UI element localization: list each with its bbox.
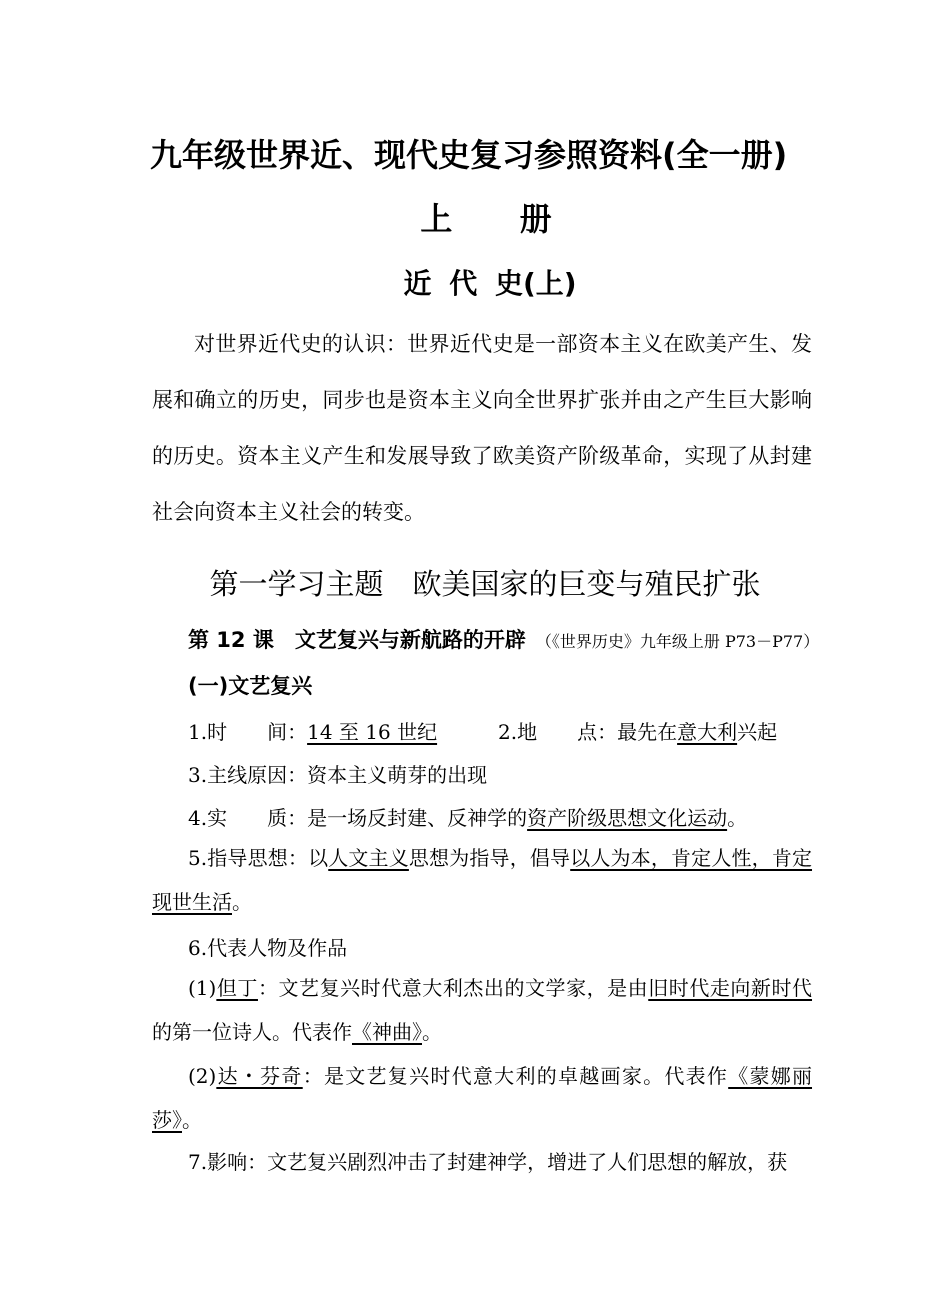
item-impact: 7.影响：文艺复兴剧烈冲击了封建神学，增进了人们思想的解放，获 [188, 1150, 788, 1174]
place-label: 2.地 点：最先在 [498, 720, 678, 744]
davinci-text-1: (2) [188, 1064, 217, 1088]
davinci-text-3: 。 [182, 1108, 202, 1132]
nature-suffix: 。 [727, 806, 748, 830]
volume-heading: 上 册 [420, 200, 580, 238]
davinci-name: 达・芬奇 [216, 1064, 303, 1088]
dante-underline-2: 旧时代走向新时代 [648, 976, 813, 1000]
davinci-text-2: ：是文艺复兴时代意大利的卓越画家。代表作 [302, 1064, 729, 1088]
dante-text-4: 。 [422, 1020, 442, 1044]
dante-name: 但丁 [216, 976, 258, 1000]
intro-paragraph: 对世界近代史的认识：世界近代史是一部资本主义在欧美产生、发展和确立的历史，同步也是资本主义向全世界扩张并由之产生巨大影响的历史。资本主义产生和发展导致了欧美资产阶级革命，实现了从封建社会向资本主义社会的转变。 [152, 332, 812, 524]
guide-text-2: 思想为指导，倡导 [408, 846, 571, 870]
item-time [188, 716, 437, 745]
guide-text-3: 。 [232, 890, 252, 914]
item-guiding-idea [152, 836, 812, 924]
nature-value: 资产阶级思想文化运动 [527, 806, 728, 830]
item-davinci [152, 1054, 812, 1142]
section-heading: (一)文艺复兴 [188, 674, 313, 698]
era-heading: 近 代 史(上) [403, 267, 577, 300]
time-label: 1.时 间： [188, 720, 308, 744]
theme-heading: 第一学习主题 欧美国家的巨变与殖民扩张 [209, 567, 761, 601]
item-figures: 6.代表人物及作品 [188, 936, 348, 960]
dante-text-2: ：文艺复兴时代意大利杰出的文学家，是由 [257, 976, 649, 1000]
guide-underline-2: 以人为本，肯定人性，肯定现世生活 [152, 846, 813, 914]
place-suffix: 兴起 [737, 720, 778, 744]
dante-work: 《神曲》 [352, 1020, 422, 1044]
lesson-reference: （《世界历史》九年级上册 P73－P77） [535, 632, 820, 651]
davinci-work: 《蒙娜丽莎》 [152, 1064, 813, 1132]
time-value: 14 至 16 世纪 [307, 720, 438, 744]
guide-text-1: 5.指导思想：以 [188, 846, 329, 870]
dante-text-3: 的第一位诗人。代表作 [152, 1020, 352, 1044]
lesson-heading [188, 624, 819, 654]
document-title: 九年级世界近、现代史复习参照资料(全一册) [150, 136, 788, 174]
item-place [498, 716, 777, 745]
dante-text-1: (1) [188, 976, 217, 1000]
item-dante [152, 966, 812, 1054]
place-value: 意大利 [677, 720, 738, 744]
item-nature [188, 802, 747, 831]
lesson-name: 第 12 课 文艺复兴与新航路的开辟 [188, 628, 526, 652]
nature-label: 4.实 质：是一场反封建、反神学的 [188, 806, 528, 830]
item-cause: 3.主线原因：资本主义萌芽的出现 [188, 763, 488, 787]
guide-underline-1: 人文主义 [328, 846, 409, 870]
